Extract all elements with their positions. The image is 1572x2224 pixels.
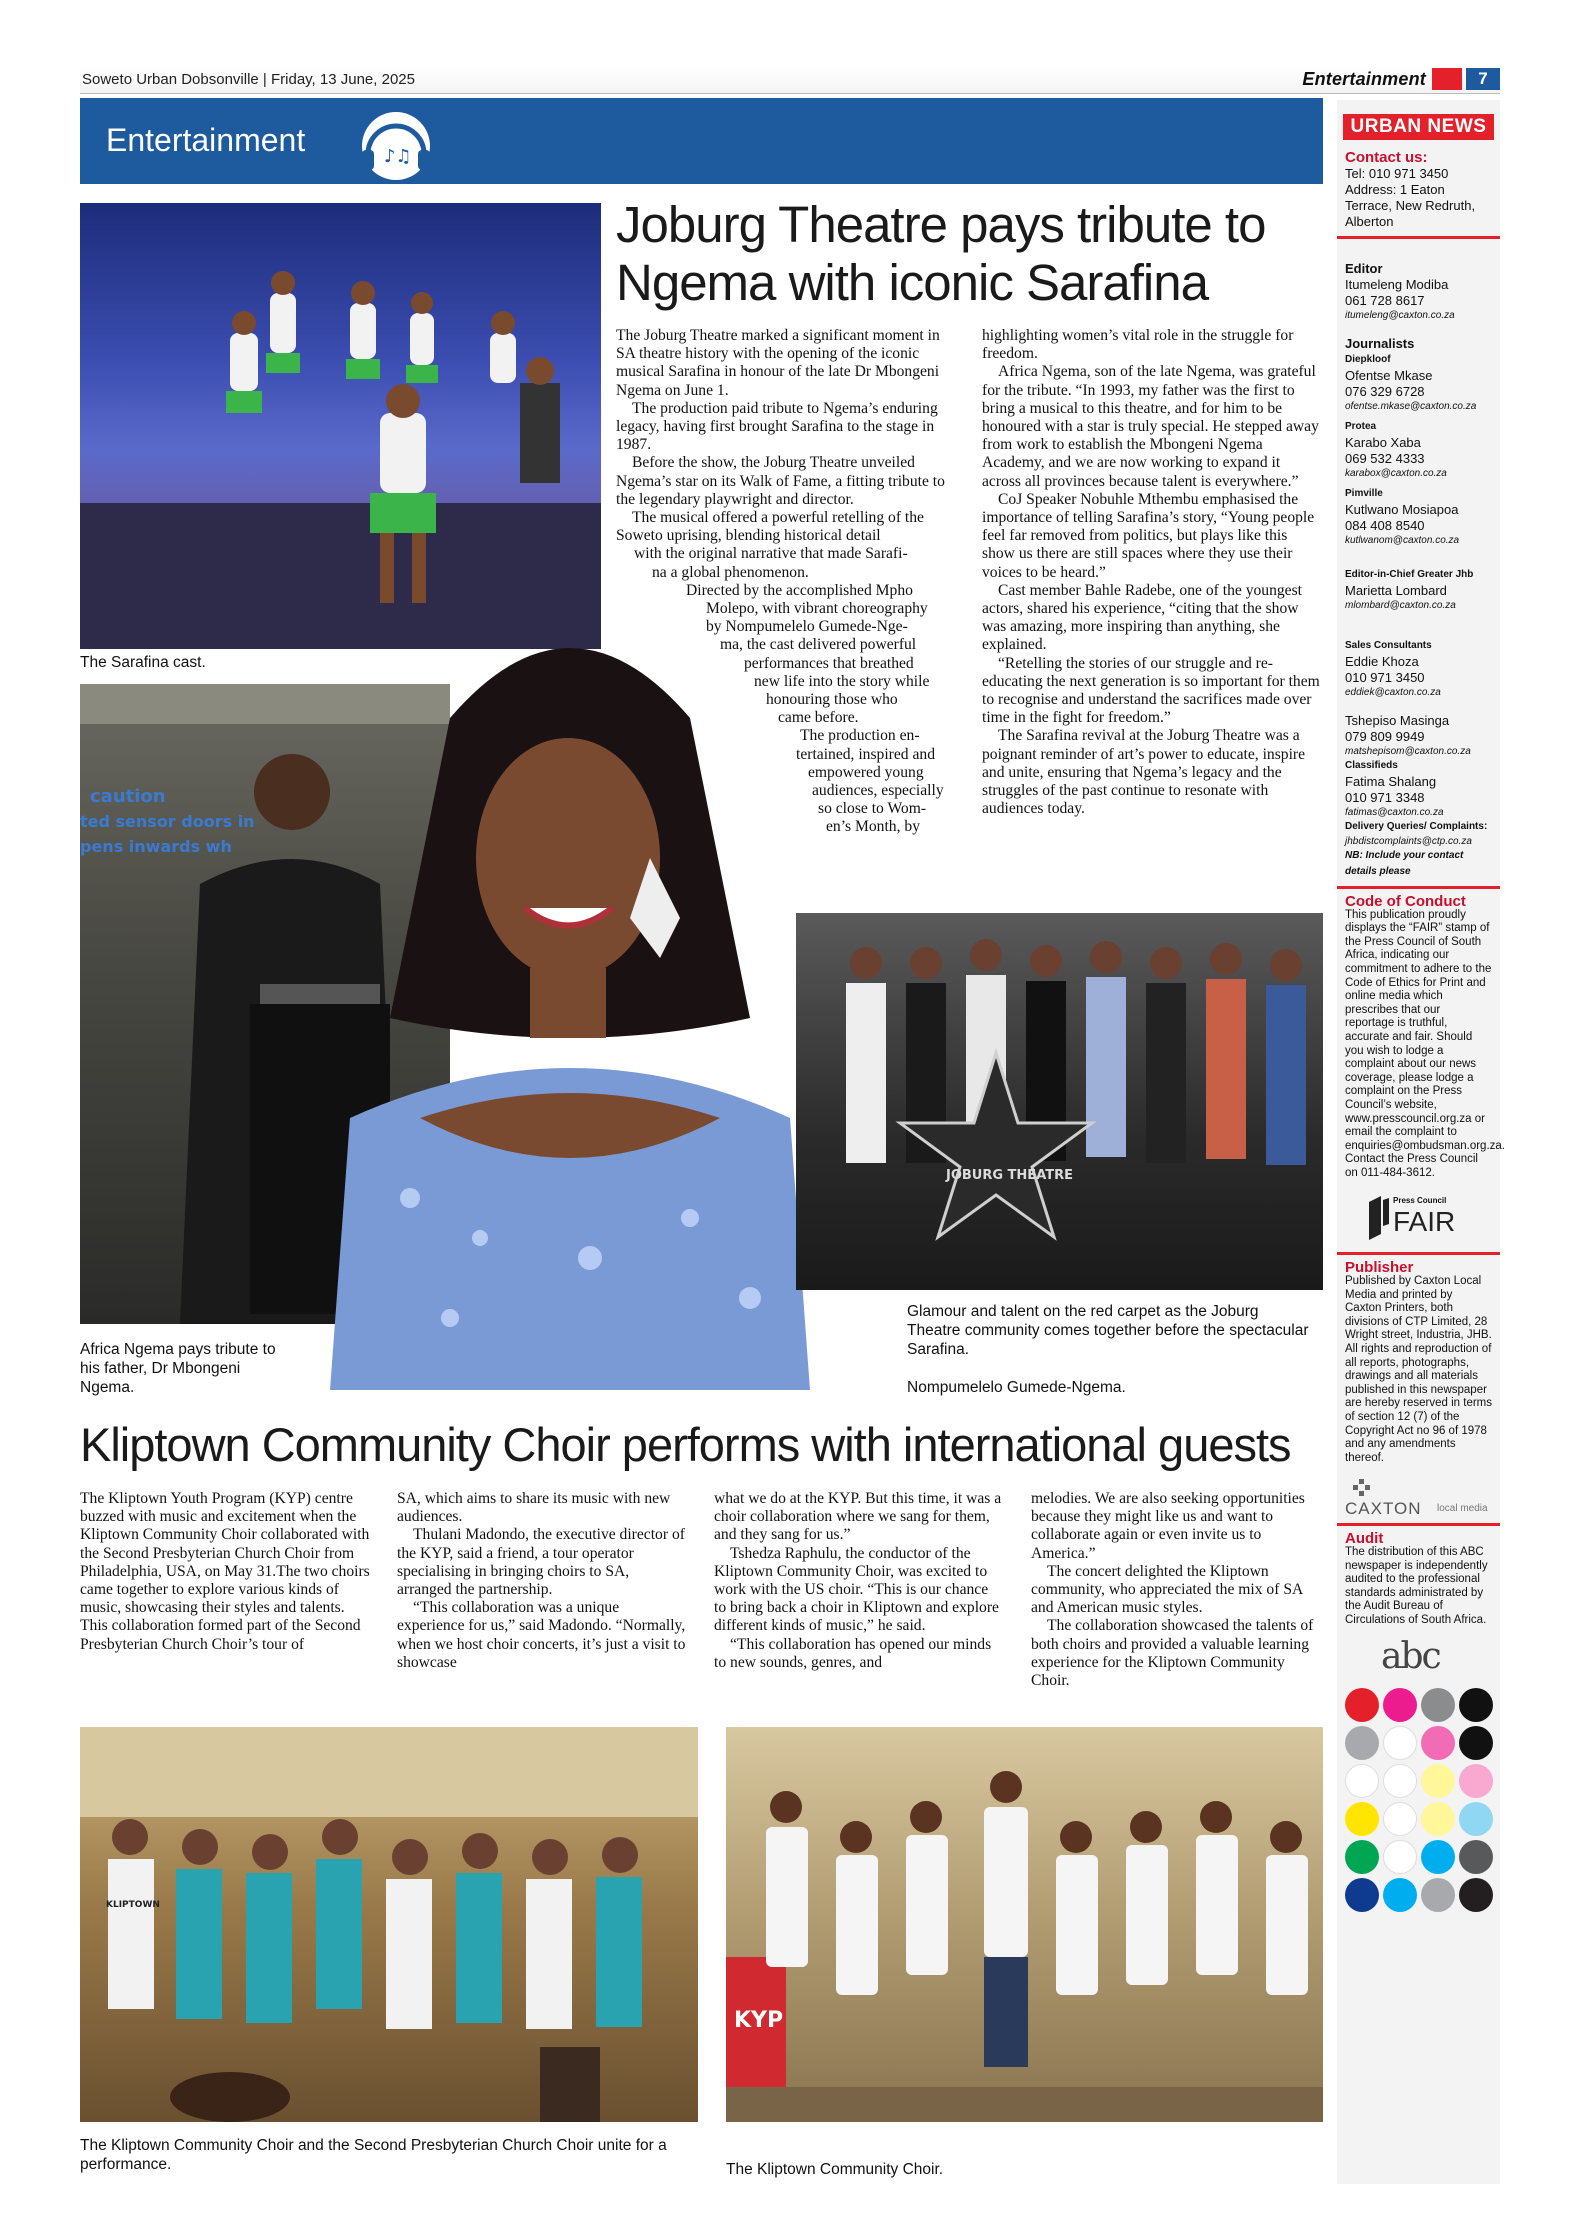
- star-text: JOBURG THEATRE: [946, 1168, 1073, 1183]
- text-line: ma, the cast delivered powerful: [720, 636, 917, 654]
- editor-email: itumeleng@caxton.co.za: [1345, 310, 1455, 321]
- caxton-logo: [1345, 1479, 1500, 1517]
- journalist-name: Kutlwano Mosiapoa: [1345, 502, 1459, 517]
- journalist-area: Diepkloof: [1345, 354, 1391, 365]
- code-text: This publication proudly displays the “FAIR” stamp of the Press Council of South Africa, indicating our commitment to adhere to the Code of Ethics for Print and online media which prescribes that our reportage is truthful, accurate and fair. Should you wish to lodge a complaint about our news coverage, please lodge a complaint on the Press Council’s website, www.presscouncil.org.za or email the complaint to enquiries@ombudsman.org.za. Contact the Press Council on 011-484-3612.: [1345, 908, 1505, 1179]
- story2-column-1: [80, 1490, 370, 1654]
- paragraph: Thulani Madondo, the executive director of the KYP, said a friend, a tour operator specialising in bringing choirs to SA, arranged the partnership.: [397, 1526, 685, 1599]
- caption-africa: Africa Ngema pays tribute to his father, Dr Mbongeni Ngema.: [80, 1341, 276, 1396]
- story2-column-2: [397, 1490, 687, 1672]
- eic-email: mlombard@caxton.co.za: [1345, 600, 1456, 611]
- paragraph: The musical offered a powerful retelling of the Soweto uprising, blending historical detail: [616, 509, 924, 545]
- color-swatch: [1459, 1764, 1493, 1798]
- caption-cast: The Sarafina cast.: [80, 654, 206, 671]
- fair-small-text: Press Council: [1393, 1196, 1447, 1206]
- delivery-email: jhbdistcomplaints@ctp.co.za: [1345, 836, 1472, 847]
- journalist-email: karabox@caxton.co.za: [1345, 468, 1447, 479]
- editor-title: Editor: [1345, 261, 1383, 276]
- paragraph: what we do at the KYP. But this time, it was a choir collaboration where we sang for them, and they sang for us.”: [714, 1490, 1002, 1544]
- sales-name: Tshepiso Masinga: [1345, 713, 1450, 728]
- paragraph: Before the show, the Joburg Theatre unveiled Ngema’s star on its Walk of Fame, a fitting tribute to the legendary playwright and director.: [616, 454, 945, 508]
- choir-illustration: [80, 1727, 698, 2122]
- journalist-phone: 069 532 4333: [1345, 451, 1425, 466]
- sensor-sign-text: ted sensor doors in: [80, 812, 255, 831]
- eic-name: Marietta Lombard: [1345, 583, 1447, 598]
- sales-phone: 079 809 9949: [1345, 729, 1425, 744]
- journalist-area: Protea: [1345, 421, 1377, 432]
- text-line: Directed by the accomplished Mpho: [686, 581, 913, 599]
- text-line: by Nompumelelo Gumede-Nge-: [706, 618, 908, 636]
- urban-news-logo: URBAN NEWS: [1343, 114, 1494, 140]
- text-line: empowered young: [808, 763, 924, 781]
- code-title: Code of Conduct: [1345, 893, 1466, 910]
- audit-title: Audit: [1345, 1530, 1384, 1548]
- portrait-illustration: [330, 598, 810, 1390]
- headphones-music-icon: [338, 106, 438, 180]
- red-marker: [1432, 68, 1462, 90]
- classifieds-phone: 010 971 3348: [1345, 790, 1425, 805]
- audit-text: The distribution of this ABC newspaper is independently audited to the professional standards administrated by the Audit Bureau of Circulations of South Africa.: [1345, 1545, 1488, 1626]
- sales-phone: 010 971 3450: [1345, 670, 1425, 685]
- paragraph: The Joburg Theatre marked a significant moment in SA theatre history with the opening of the iconic musical Sarafina in honour of the late Dr Mbongeni Ngema on June 1.: [616, 327, 940, 399]
- color-swatch: [1459, 1726, 1493, 1760]
- page-number: 7: [1466, 68, 1500, 90]
- headline-line-1: Joburg Theatre pays tribute to: [616, 196, 1266, 253]
- kyp-banner-text: KYP: [734, 2008, 784, 2033]
- photo-sarafina-cast: [80, 203, 601, 649]
- contact-tel: Tel: 010 971 3450: [1345, 166, 1449, 181]
- sales-name: Eddie Khoza: [1345, 654, 1419, 669]
- fair-stamp: [1367, 1194, 1500, 1246]
- caption-nompumelelo: Nompumelelo Gumede-Ngema.: [907, 1379, 1126, 1396]
- paragraph: melodies. We are also seeking opportunities because they might like us and want to collaborate again or even invite us to America.”: [1031, 1490, 1305, 1562]
- editor-name: Itumeleng Modiba: [1345, 277, 1449, 292]
- caption-choirs-unite: The Kliptown Community Choir and the Second Presbyterian Church Choir unite for a performance.: [80, 2137, 667, 2173]
- text-line: with the original narrative that made Sarafi-: [634, 545, 908, 563]
- text-line: honouring those who: [766, 691, 898, 709]
- paragraph: “This collaboration was a unique experience for us,” said Madondo. “Normally, when we host choir concerts, it’s just a visit to showcase: [397, 1599, 686, 1671]
- paragraph: Tshedza Raphulu, the conductor of the Kliptown Community Choir, was excited to work with the US choir. “This is our chance to bring back a choir in Kliptown and explore different kinds of music,” he said.: [714, 1544, 999, 1635]
- sales-email: eddiek@caxton.co.za: [1345, 687, 1441, 698]
- section-banner: [80, 98, 1323, 184]
- color-swatch: [1383, 1726, 1417, 1760]
- story2-column-4: [1031, 1490, 1323, 1690]
- journalist-email: kutlwanom@caxton.co.za: [1345, 535, 1460, 546]
- color-swatch: [1345, 1802, 1379, 1836]
- paragraph: Cast member Bahle Radebe, one of the youngest actors, shared his experience, “citing that the show was amazing, more inspiring than anything, she explained.: [982, 581, 1302, 654]
- text-line: Molepo, with vibrant choreography: [706, 600, 928, 618]
- photo-kliptown-choir: [726, 1727, 1323, 2122]
- color-swatch: [1421, 1840, 1455, 1874]
- paragraph: “This collaboration has opened our minds to new sounds, genres, and: [714, 1635, 992, 1671]
- operates-sign-text: pens inwards wh: [80, 837, 232, 856]
- color-swatch: [1459, 1802, 1493, 1836]
- journalists-title: Journalists: [1345, 336, 1415, 351]
- divider: [1337, 886, 1500, 889]
- color-swatch: [1345, 1764, 1379, 1798]
- paragraph: CoJ Speaker Nobuhle Mthembu emphasised the importance of telling Sarafina’s story, “Young people feel far removed from politics, but plays like this show us there are still spaces where they use their voices to be heard.”: [982, 490, 1315, 581]
- photo-nompumelelo: [330, 598, 810, 1390]
- caxton-sub: local media: [1437, 1503, 1488, 1515]
- divider: [1337, 1523, 1500, 1526]
- color-swatches: [1337, 1688, 1500, 1914]
- caxton-wordmark: CAXTON: [1345, 1499, 1422, 1519]
- contact-address: Address: 1 Eaton Terrace, New Redruth, Alberton: [1345, 182, 1476, 229]
- color-swatch: [1459, 1878, 1493, 1912]
- color-swatch: [1345, 1688, 1379, 1722]
- cast-illustration: [80, 203, 601, 649]
- fair-big-text: FAIR: [1393, 1206, 1456, 1238]
- publisher-text: Published by Caxton Local Media and printed by Caxton Printers, both divisions of CTP Limited, 28 Wright street, Industria, JHB. All rights and reproduction of all reports, photographs, drawings and all materials published in this newspaper are hereby reserved in terms of section 12 (7) of the Copyright Act no 96 of 1978 and any amendments thereof.: [1345, 1275, 1493, 1464]
- text-line: na a global phenomenon.: [652, 563, 809, 581]
- paragraph: SA, which aims to share its music with new audiences.: [397, 1490, 671, 1526]
- divider: [1337, 236, 1500, 239]
- paragraph: highlighting women’s vital role in the struggle for freedom.: [982, 327, 1294, 363]
- caption-kliptown: The Kliptown Community Choir.: [726, 2161, 944, 2178]
- abc-logo: abc: [1381, 1635, 1440, 1677]
- photo-red-carpet: [796, 913, 1323, 1290]
- color-swatch: [1383, 1802, 1417, 1836]
- journalist-name: Ofentse Mkase: [1345, 368, 1433, 383]
- story2-column-3: [714, 1490, 1004, 1672]
- kliptown-illustration: [726, 1727, 1323, 2122]
- shirt-text: KLIPTOWN: [106, 1900, 160, 1910]
- photo-choirs-unite: [80, 1727, 698, 2122]
- text-line: so close to Wom-: [818, 800, 927, 818]
- color-swatch: [1345, 1840, 1379, 1874]
- top-bar: [80, 66, 1500, 94]
- text-line: tertained, inspired and: [796, 745, 935, 763]
- color-swatch: [1421, 1764, 1455, 1798]
- color-swatch: [1421, 1802, 1455, 1836]
- text-line: new life into the story while: [754, 672, 930, 690]
- color-swatch: [1383, 1840, 1417, 1874]
- classifieds-title: Classifieds: [1345, 760, 1398, 771]
- classifieds-email: fatimas@caxton.co.za: [1345, 807, 1444, 818]
- text-line: en’s Month, by: [826, 818, 920, 836]
- sales-email: matshepisom@caxton.co.za: [1345, 746, 1471, 757]
- banner-label: Entertainment: [106, 122, 306, 158]
- color-swatch: [1421, 1878, 1455, 1912]
- color-swatch: [1421, 1688, 1455, 1722]
- journalist-area: Pimville: [1345, 488, 1383, 499]
- fair-logo-icon: [1367, 1194, 1389, 1242]
- headline-line-2: Ngema with iconic Sarafina: [616, 254, 1208, 311]
- red-carpet-illustration: [796, 913, 1323, 1290]
- color-swatch: [1383, 1878, 1417, 1912]
- delivery-note: NB: Include your contact details please: [1345, 850, 1464, 877]
- caption-glamour: Glamour and talent on the red carpet as the Joburg Theatre community comes together before the spectacular Sarafina.: [907, 1303, 1309, 1358]
- paragraph: The collaboration showcased the talents of both choirs and provided a valuable learning experience for the Kliptown Community Choir.: [1031, 1617, 1314, 1690]
- headline-story2: Kliptown Community Choir performs with international guests: [80, 1418, 1291, 1471]
- sidebar: [1337, 100, 1505, 2184]
- paragraph: “Retelling the stories of our struggle and re-educating the next generation is so important for them to recognise and understand the sacrifices made over time in the fight for freedom.”: [982, 654, 1320, 727]
- color-swatch: [1383, 1688, 1417, 1722]
- section-label: Entertainment: [1302, 69, 1426, 89]
- divider: [1337, 1252, 1500, 1255]
- story1-column-2: [982, 327, 1320, 818]
- paragraph: The concert delighted the Kliptown community, who appreciated the mix of SA and American music styles.: [1031, 1562, 1303, 1617]
- paragraph: The production paid tribute to Ngema’s enduring legacy, having first brought Sarafina to the stage in 1987.: [616, 399, 938, 454]
- paragraph: The Sarafina revival at the Joburg Theatre was a poignant reminder of art’s power to educate, inspire and unite, ensuring that Ngema’s legacy and the struggles of the past continue to resonate with audiences today.: [982, 727, 1306, 818]
- color-swatch: [1459, 1840, 1493, 1874]
- delivery-title: Delivery Queries/ Complaints:: [1345, 821, 1488, 832]
- color-swatch: [1345, 1726, 1379, 1760]
- journalist-phone: 084 408 8540: [1345, 518, 1425, 533]
- publisher-title: Publisher: [1345, 1259, 1414, 1277]
- journalist-email: ofentse.mkase@caxton.co.za: [1345, 401, 1477, 412]
- color-swatch: [1383, 1764, 1417, 1798]
- color-swatch: [1459, 1688, 1493, 1722]
- contact-title: Contact us:: [1345, 149, 1428, 166]
- text-line: came before.: [778, 709, 859, 727]
- text-line: The production en-: [800, 727, 920, 745]
- color-swatch: [1345, 1878, 1379, 1912]
- classifieds-name: Fatima Shalang: [1345, 774, 1437, 789]
- editor-phone: 061 728 8617: [1345, 293, 1425, 308]
- color-swatch: [1421, 1726, 1455, 1760]
- journalist-phone: 076 329 6728: [1345, 384, 1425, 399]
- sales-title: Sales Consultants: [1345, 640, 1432, 651]
- text-line: performances that breathed: [744, 654, 914, 672]
- headline-story1: [616, 196, 1316, 312]
- text-line: audiences, especially: [812, 782, 944, 800]
- svg-text:♪♫: ♪♫: [384, 146, 412, 167]
- journalist-name: Karabo Xaba: [1345, 435, 1421, 450]
- publication-dateline: Soweto Urban Dobsonville | Friday, 13 June, 2025: [82, 71, 415, 88]
- caxton-logo-icon: [1353, 1479, 1371, 1497]
- caution-sign-text: caution: [90, 786, 166, 807]
- paragraph: The Kliptown Youth Program (KYP) centre buzzed with music and excitement when the Kliptown Community Choir collaborated with the Second Presbyterian Church Choir from Philadelphia, USA, on May 31.The two choirs came together to explore various kinds of music, showcasing their styles and talents. This collaboration formed part of the Second Presbyterian Church Choir’s tour of: [80, 1490, 370, 1653]
- eic-title: Editor-in-Chief Greater Jhb: [1345, 569, 1474, 580]
- paragraph: Africa Ngema, son of the late Ngema, was grateful for the tribute. “In 1993, my father was the first to bring a musical to this theatre, and for him to be honoured with a star is truly special. He stepped away from work to establish the Mbongeni Ngema Academy, and we are now working to expand it across all provinces because talent is everywhere.”: [982, 363, 1319, 490]
